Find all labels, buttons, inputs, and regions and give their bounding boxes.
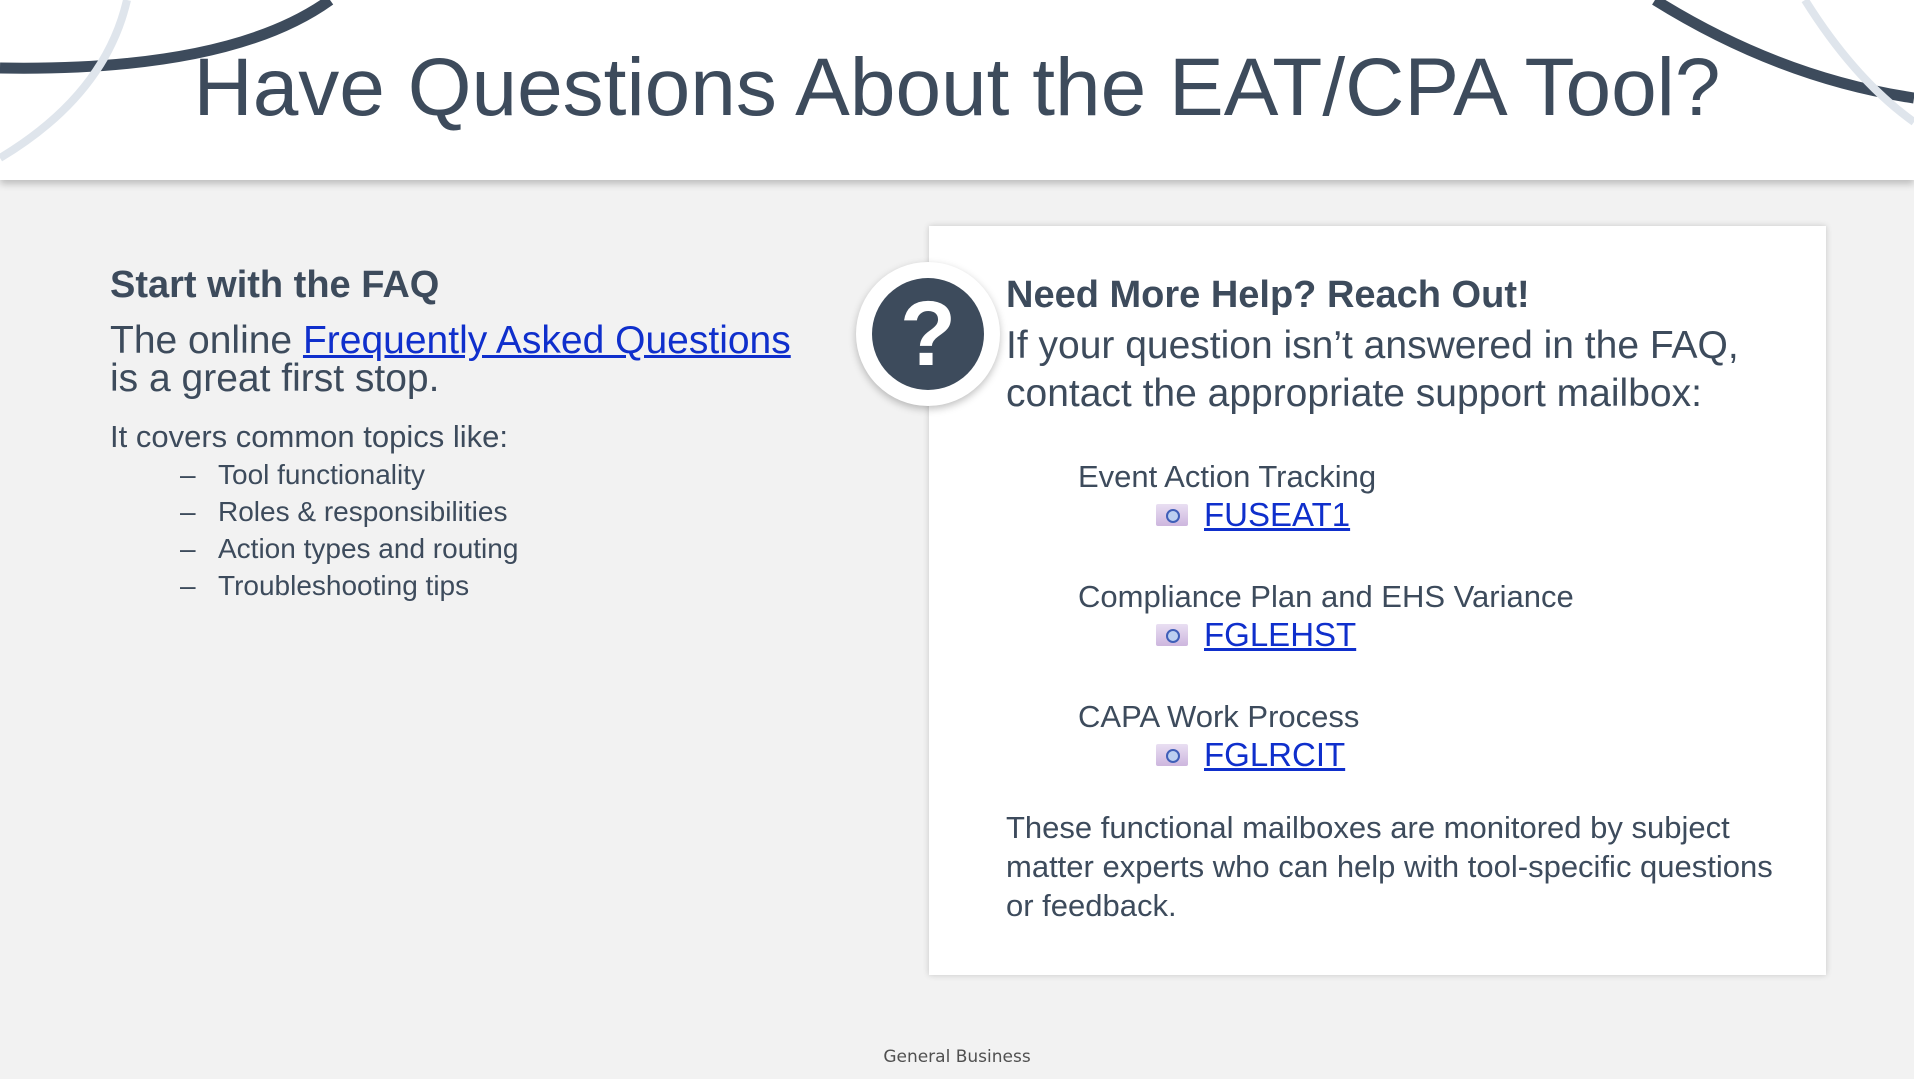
mailbox-link-fglehst[interactable]: FGLEHST [1204, 616, 1357, 653]
help-section [1006, 268, 1806, 923]
topic-label: Action types and routing [218, 533, 519, 564]
contact-name: CAPA Work Process [1078, 699, 1360, 734]
topic-label: Roles & responsibilities [218, 496, 508, 527]
mailbox-footer-note: These functional mailboxes are monitored by subject matter experts who can help with tool-specific questions or feedback. [1006, 810, 1773, 923]
classification-label: General Business [883, 1047, 1031, 1067]
faq-section [110, 258, 870, 604]
faq-heading: Start with the FAQ [110, 264, 440, 306]
email-icon [1156, 624, 1188, 646]
help-heading: Need More Help? Reach Out! [1006, 274, 1530, 316]
contact-name: Event Action Tracking [1078, 459, 1377, 494]
faq-link[interactable]: Frequently Asked Questions [302, 319, 791, 362]
dash-bullet: – [180, 459, 196, 490]
dash-bullet: – [180, 496, 196, 527]
mailbox-link-fglrcit[interactable]: FGLRCIT [1204, 736, 1346, 773]
topic-item [180, 567, 870, 604]
title-banner [0, 0, 1914, 180]
contact-list [1078, 458, 1806, 774]
mailbox-link-fuseat1[interactable]: FUSEAT1 [1204, 496, 1351, 533]
contact-mailbox-line [1156, 736, 1806, 774]
email-icon [1156, 744, 1188, 766]
faq-intro-suffix: is a great first stop. [110, 357, 440, 400]
topic-item [180, 456, 870, 493]
topic-item [180, 493, 870, 530]
topic-item [180, 530, 870, 567]
topic-label: Troubleshooting tips [218, 570, 470, 601]
contact-name: Compliance Plan and EHS Variance [1078, 579, 1574, 614]
email-icon [1156, 504, 1188, 526]
contact-mailbox-line [1156, 496, 1806, 534]
topic-label: Tool functionality [218, 459, 426, 490]
contact-mailbox-line [1156, 616, 1806, 654]
faq-intro [110, 319, 870, 400]
slide-title: Have Questions About the EAT/CPA Tool? [193, 42, 1721, 133]
help-intro: If your question isn’t answered in the FAQ, contact the appropriate support mailbox: [1006, 324, 1739, 415]
dash-bullet: – [180, 570, 196, 601]
faq-intro-prefix: The online [110, 319, 303, 362]
covers-label: It covers common topics like: [110, 419, 508, 454]
help-badge [856, 262, 1000, 406]
dash-bullet: – [180, 533, 196, 564]
contact-item [1078, 458, 1806, 534]
topic-list [180, 456, 870, 604]
window-edge [1914, 0, 1919, 1079]
contact-item [1078, 578, 1806, 654]
question-mark-icon: ? [872, 278, 984, 390]
contact-item [1078, 698, 1806, 774]
